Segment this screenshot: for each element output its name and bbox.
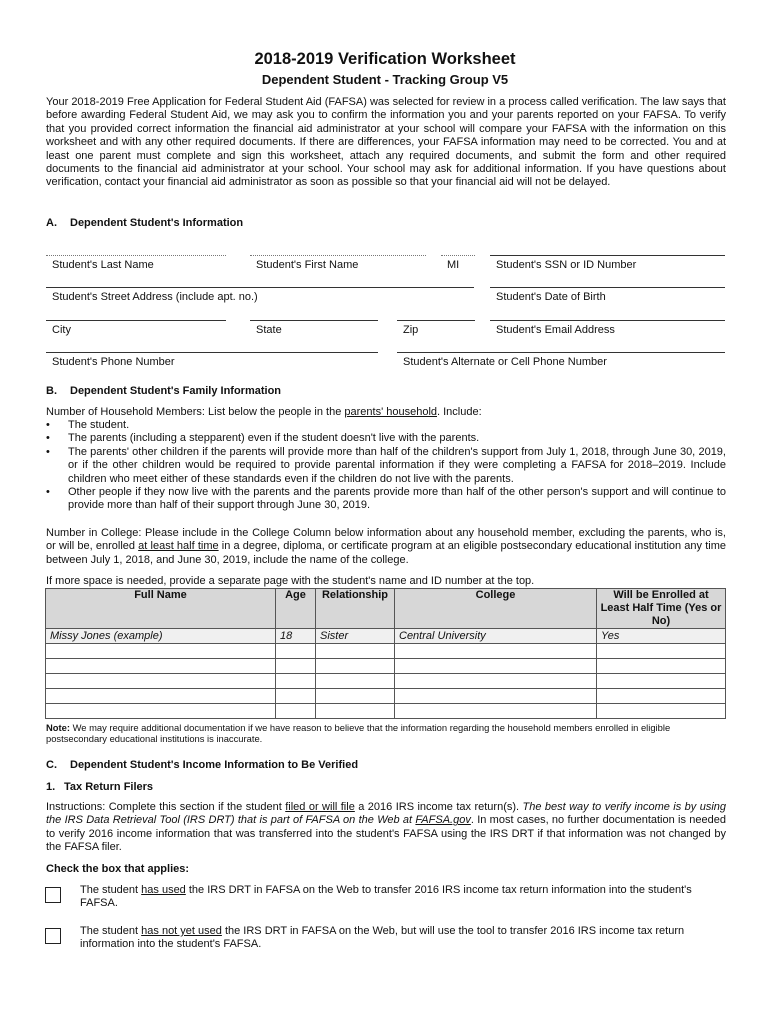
section-b-heading xyxy=(46,385,281,397)
has-not-used-drt-text xyxy=(80,925,725,952)
note-label: Note: xyxy=(46,722,70,733)
email-label: Student's Email Address xyxy=(496,324,615,336)
example-relationship: Sister xyxy=(316,629,395,644)
last-name-label: Student's Last Name xyxy=(52,259,154,271)
has-not-used-drt-checkbox[interactable] xyxy=(45,928,61,944)
household-bullet-list xyxy=(46,419,726,513)
section-a-title: Dependent Student's Information xyxy=(70,217,244,229)
street-address-label: Student's Street Address (include apt. no.) xyxy=(52,291,258,303)
subsection-title: Tax Return Filers xyxy=(64,781,154,793)
example-half-time: Yes xyxy=(597,629,726,644)
option-emphasis: has not yet used xyxy=(141,925,222,937)
middle-initial-label: MI xyxy=(447,259,460,271)
has-used-drt-checkbox[interactable] xyxy=(45,887,61,903)
alt-phone-field[interactable] xyxy=(397,352,725,368)
more-space-note: If more space is needed, provide a separate page with the student's name and ID number at the top. xyxy=(46,575,535,587)
option-lead: The student xyxy=(80,884,142,896)
ssn-label: Student's SSN or ID Number xyxy=(496,259,637,271)
city-label: City xyxy=(52,324,71,336)
phone-label: Student's Phone Number xyxy=(52,356,175,368)
state-field[interactable] xyxy=(250,320,378,336)
tax-instructions xyxy=(46,801,726,855)
household-lead: Number of Household Members: List below the people in the xyxy=(46,406,345,418)
option-lead: The student xyxy=(80,925,142,937)
ssn-field[interactable] xyxy=(490,255,725,271)
instr-link: filed or will file xyxy=(285,801,355,813)
bullet-item: • The parents' other children if the parents will provide more than half of the children's support from July 1, 2018, through June 30, 2019, or if the other children would be required to provide parental information if they were completing a FAFSA for 2018–2019. Include children who meet either of these standards even if the children do not live with the parents. xyxy=(46,446,726,486)
fafsa-link[interactable]: FAFSA.gov xyxy=(415,814,471,827)
instr-tail: . In most cases, no further documentation is needed to verify 2016 income information that was transferred into the student's FAFSA using the IRS DRT if that information was not changed by the FAFSA filer. xyxy=(46,814,726,854)
section-c-heading xyxy=(46,759,358,771)
section-b-letter: B. xyxy=(46,385,57,397)
middle-initial-field[interactable] xyxy=(441,255,475,271)
tax-return-filers-heading xyxy=(46,781,153,793)
table-row[interactable] xyxy=(46,659,726,674)
section-a-heading xyxy=(46,217,243,229)
date-of-birth-field[interactable] xyxy=(490,287,725,303)
page-subtitle: Dependent Student - Tracking Group V5 xyxy=(261,72,509,87)
section-a-letter: A. xyxy=(46,217,57,229)
zip-label: Zip xyxy=(403,324,419,336)
instr-mid: a 2016 IRS income tax return(s). xyxy=(354,801,523,813)
option-emphasis: has used xyxy=(141,884,186,896)
has-used-drt-text xyxy=(80,884,725,911)
intro-paragraph: Your 2018-2019 Free Application for Federal Student Aid (FAFSA) was selected for review in a process called verification. The law says that before awarding Federal Student Aid, we may ask you to confirm the information you and your parents reported on your FAFSA. To verify that you provided correct information the financial aid administrator at your school will compare your FAFSA with the information on this worksheet and with any other required documents. If there are differences, your FAFSA information may need to be corrected. You and at least one parent must complete and sign this worksheet, attach any required documents, and submit the form and other required documents to the financial aid administrator at your school. Your school may ask for additional information. If you have questions about verification, contact your financial aid administrator as soon as possible so that your financial aid will not be delayed. xyxy=(46,96,726,189)
example-age: 18 xyxy=(276,629,316,644)
alt-phone-label: Student's Alternate or Cell Phone Number xyxy=(403,356,607,368)
date-of-birth-label: Student's Date of Birth xyxy=(496,291,606,303)
table-row[interactable] xyxy=(46,674,726,689)
household-members-text xyxy=(46,406,726,419)
bullet-item: • The student. xyxy=(46,419,726,432)
zip-field[interactable] xyxy=(397,320,475,336)
section-b-title: Dependent Student's Family Information xyxy=(70,385,282,397)
instr-lead: Instructions: Complete this section if the student xyxy=(46,801,286,813)
check-box-heading: Check the box that applies: xyxy=(46,863,190,875)
city-field[interactable] xyxy=(46,320,226,336)
section-c-letter: C. xyxy=(46,759,57,771)
note-text: We may require additional documentation if we have reason to believe that the information regarding the household members enrolled in eligible postsecondary educational institutions is inaccurate. xyxy=(46,722,671,744)
household-tail: . Include: xyxy=(437,406,482,418)
section-c-title: Dependent Student's Income Information to Be Verified xyxy=(70,759,359,771)
option-tail: the IRS DRT in FAFSA on the Web to transfer 2016 IRS income tax return information into the student's FAFSA. xyxy=(80,884,692,910)
household-link: parents' household xyxy=(344,406,438,418)
college-link: at least half time xyxy=(138,540,219,553)
number-in-college-text xyxy=(46,527,726,567)
street-address-field[interactable] xyxy=(46,287,474,303)
example-college: Central University xyxy=(395,629,597,644)
college-tail: in a degree, diploma, or certificate program at an eligible postsecondary educational institution any time between July 1, 2018, and June 30, 2019, include the name of the college. xyxy=(46,540,726,566)
college-lead: Number in College: Please include in the College Column below information about any household member, excluding the parents, who is, or will be, enrolled xyxy=(46,527,726,553)
first-name-label: Student's First Name xyxy=(256,259,359,271)
bullet-item: • Other people if they now live with the parents and the parents provide more than half of the other person's support and will continue to provide more than half of their support through June 30, 2019. xyxy=(46,486,726,513)
table-header-row xyxy=(46,589,726,629)
phone-field[interactable] xyxy=(46,352,378,368)
header-college: College xyxy=(395,589,597,629)
bullet-item: • The parents (including a stepparent) even if the student doesn't live with the parents. xyxy=(46,432,726,445)
header-full-name: Full Name xyxy=(46,589,276,629)
email-field[interactable] xyxy=(490,320,725,336)
table-note xyxy=(46,722,726,744)
option-tail: the IRS DRT in FAFSA on the Web, but will use the tool to transfer 2016 IRS income tax return information into the student's FAFSA. xyxy=(80,925,685,951)
header-half-time: Will be Enrolled at Least Half Time (Yes or No) xyxy=(597,589,726,629)
first-name-field[interactable] xyxy=(250,255,426,271)
state-label: State xyxy=(256,324,282,336)
table-row[interactable] xyxy=(46,644,726,659)
header-relationship: Relationship xyxy=(316,589,395,629)
table-row-example xyxy=(46,629,726,644)
page-title: 2018-2019 Verification Worksheet xyxy=(254,50,516,68)
last-name-field[interactable] xyxy=(46,255,226,271)
header-age: Age xyxy=(276,589,316,629)
table-row[interactable] xyxy=(46,704,726,719)
household-table xyxy=(45,588,726,719)
table-row[interactable] xyxy=(46,689,726,704)
subsection-number: 1. xyxy=(46,781,56,793)
instr-italic: The best way to verify income is by using the IRS Data Retrieval Tool (IRS DRT) that is part of FAFSA on the Web at xyxy=(46,801,727,827)
example-name: Missy Jones (example) xyxy=(46,629,276,644)
